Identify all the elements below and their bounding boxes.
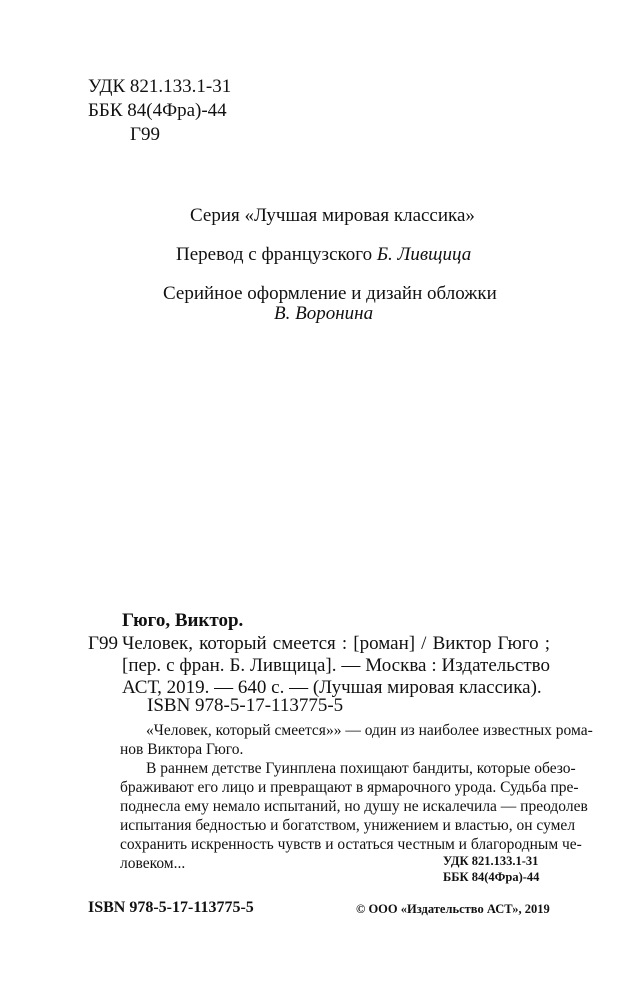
annotation-line: нов Виктора Гюго. — [120, 741, 244, 758]
annotation-line: браживают его лицо и превращают в ярмарочного урода. Судьба пре- — [120, 779, 579, 796]
annotation-line: сохранить искренность чувств и остаться честным и благородным че- — [120, 836, 582, 853]
catalog-description-line: АСТ, 2019. — 640 с. — (Лучшая мировая классика). — [122, 677, 542, 698]
bbk-code: ББК 84(4Фра)-44 — [88, 100, 227, 121]
translator-name: Б. Ливщица — [376, 244, 472, 265]
catalog-description-line: Человек, который смеется : [роман] / Виктор Гюго ; — [122, 633, 550, 654]
designer-name: В. Воронина — [274, 303, 374, 324]
author-heading: Гюго, Виктор. — [122, 610, 244, 631]
translation-prefix: Перевод с французского — [176, 244, 377, 265]
catalog-description — [122, 633, 550, 699]
annotation-line: В раннем детстве Гуинплена похищают бандиты, которые обезо- — [146, 760, 576, 777]
series-line: Серия «Лучшая мировая классика» — [190, 205, 475, 226]
catalog-mark: Г99 — [88, 633, 118, 654]
annotation-line: ловеком... — [120, 855, 186, 872]
annotation-line: поднесла ему немало испытаний, но душу не искалечила — преодолев — [120, 798, 588, 815]
catalog-isbn: ISBN 978-5-17-113775-5 — [147, 695, 344, 716]
udk-code: УДК 821.133.1-31 — [88, 76, 232, 97]
author-mark: Г99 — [130, 124, 160, 145]
annotation-line: «Человек, который смеется»» — один из наиболее известных рома- — [146, 722, 593, 739]
bottom-udk: УДК 821.133.1-31 — [443, 854, 539, 868]
catalog-description-line: [пер. с фран. Б. Ливщица]. — Москва : Издательство — [122, 655, 550, 676]
copyright: © ООО «Издательство АСТ», 2019 — [356, 902, 550, 916]
design-line: Серийное оформление и дизайн обложки — [163, 283, 497, 304]
bottom-bbk: ББК 84(4Фра)-44 — [443, 870, 540, 884]
footer-isbn: ISBN 978-5-17-113775-5 — [88, 899, 254, 916]
annotation-line: испытания бедностью и богатством, унижением и властью, он сумел — [120, 817, 576, 834]
annotation — [120, 721, 593, 873]
translation-line — [176, 244, 471, 266]
